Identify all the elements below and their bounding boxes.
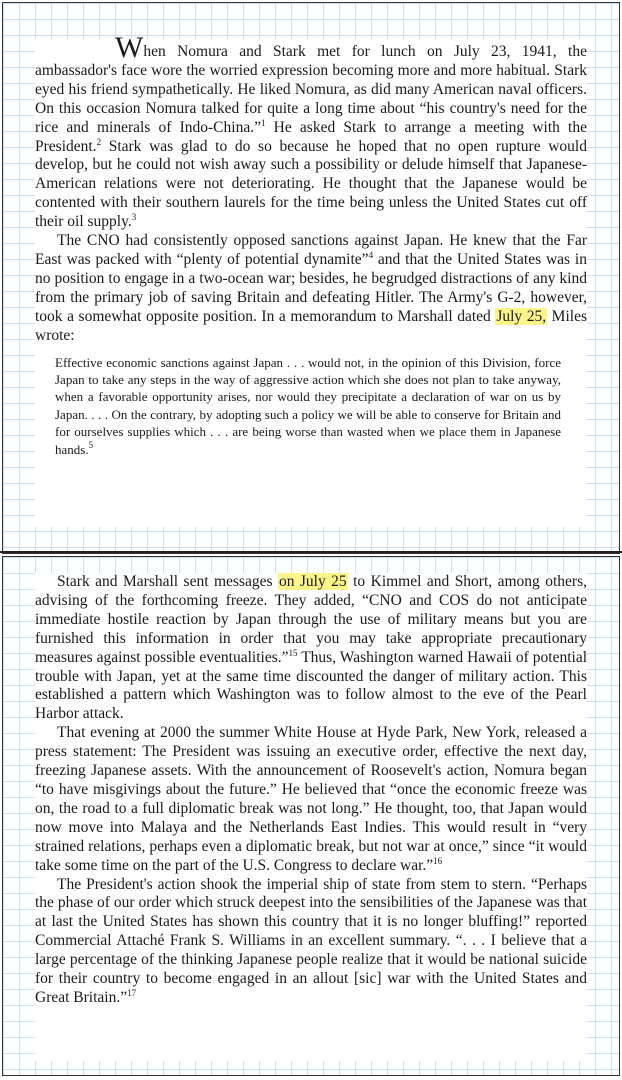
paragraph-5 — [35, 876, 587, 1008]
section-divider — [0, 551, 622, 553]
paragraph-3 — [35, 573, 587, 724]
paragraph-1-text-c: Stark was glad to do so because he hoped that no open rupture would develop, but he could not wish away such a possibility or delude himself that Japanese-American relations were not deteriorating. He thought that the Japanese would be contented with their southern laurels for the time being unless the United States cut off their oil supply. — [35, 137, 587, 231]
bottom-page-text — [35, 573, 587, 1061]
paragraph-1-text-a: hen Nomura and Stark met for lunch on July 23, 1941, the ambassador's face wore the worried expression becoming more and more habitual. Stark eyed his friend sympathetically. He liked Nomura, as did many American naval officers. On this occasion Nomura talked for quite a long time about “his country's need for the rice and minerals of Indo-China.” — [35, 43, 587, 136]
block-quote-text: Effective economic sanctions against Japan . . . would not, in the opinion of this Division, force Japan to take any steps in the way of aggressive action which she does not plan to take anyway, when a favorable opportunity arises, nor would they precipitate a declaration of war on us by Japan. . . . On the contrary, by adopting such a policy we will be able to conserve for Britain and for ourselves supplies which . . . are being worse than wasted when we place them in Japanese hands. — [55, 354, 561, 457]
top-page-text — [35, 31, 587, 527]
footnote-3: 3 — [131, 212, 137, 223]
paragraph-5-text: The President's action shook the imperial ship of state from stem to stern. “Perhaps the phase of our order which struck deepest into the sensibilities of the Japanese was that at last the United States has shown this country that it is no longer bluffing!” reported Commercial Attaché Frank S. Williams in an excellent summary. “. . . I believe that a large percentage of the thinking Japanese people realize that it would be national suicide for their country to become engaged in an allout [sic] war with the United States and Great Britain.” — [35, 875, 587, 1006]
paragraph-2-text-a: The CNO had consistently opposed sanctions against Japan. He knew that the Far East was packed with “plenty of potential dynamite” — [35, 232, 587, 268]
paragraph-1-text-b: He asked Stark to arrange a meeting with the President. — [35, 118, 587, 155]
top-page-clipping — [2, 2, 620, 554]
paragraph-3-text-c: Thus, Washington warned Hawaii of potential trouble with Japan, yet at the same time discounted the danger of military action. This established a pattern which Washington was to follow almost to the eve of the Pearl Harbor attack. — [35, 648, 588, 723]
paragraph-3-text-a: Stark and Marshall sent messages — [57, 573, 278, 590]
highlight-july-25: July 25, — [496, 307, 547, 325]
block-quote — [55, 354, 561, 458]
footnote-5: 5 — [88, 439, 94, 450]
footnote-17: 17 — [127, 987, 137, 998]
paragraph-2 — [35, 232, 587, 345]
highlight-on-july-25: on July 25 — [278, 573, 347, 590]
paragraph-4 — [35, 724, 587, 875]
footnote-15: 15 — [288, 647, 298, 658]
paragraph-3-text-b: to Kimmel and Short, among others, advising of the forthcoming freeze. They added, “CNO and COS do not anticipate immediate hostile reaction by Japan through the use of military means but you are furnished this information in order that you may take appropriate precautionary measures against possible eventualities.” — [35, 573, 587, 666]
paragraph-4-text: That evening at 2000 the summer White House at Hyde Park, New York, released a press statement: The President was issuing an executive order, effective the next day, freezing Japanese assets. With the announcement of Roosevelt's action, Nomura began “to have misgivings about the future.” He believed that “once the economic freeze was on, the road to a full diplomatic break was not long.” He thought, too, that Japan would now move into Malaya and the Netherlands East Indies. This would result in “very strained relations, perhaps even a diplomatic break, but not war at once,” since “it would take some time on the part of the U.S. Congress to declare war.” — [35, 724, 587, 874]
footnote-4: 4 — [368, 249, 374, 260]
paragraph-2-text-c: Miles wrote: — [35, 307, 587, 344]
bottom-page-clipping — [2, 556, 620, 1076]
paragraph-2-text-b: and that the United States was in no position to engage in a two-ocean war; besides, he begrudged distractions of any kind from the primary job of saving Britain and defeating Hitler. The Army's G-2, however, took a somewhat opposite position. In a memorandum to Marshall dated — [35, 250, 587, 325]
drop-cap: W — [115, 31, 144, 64]
paragraph-1 — [35, 31, 587, 232]
footnote-2: 2 — [96, 136, 102, 147]
footnote-16: 16 — [433, 855, 443, 866]
footnote-1: 1 — [260, 117, 266, 128]
